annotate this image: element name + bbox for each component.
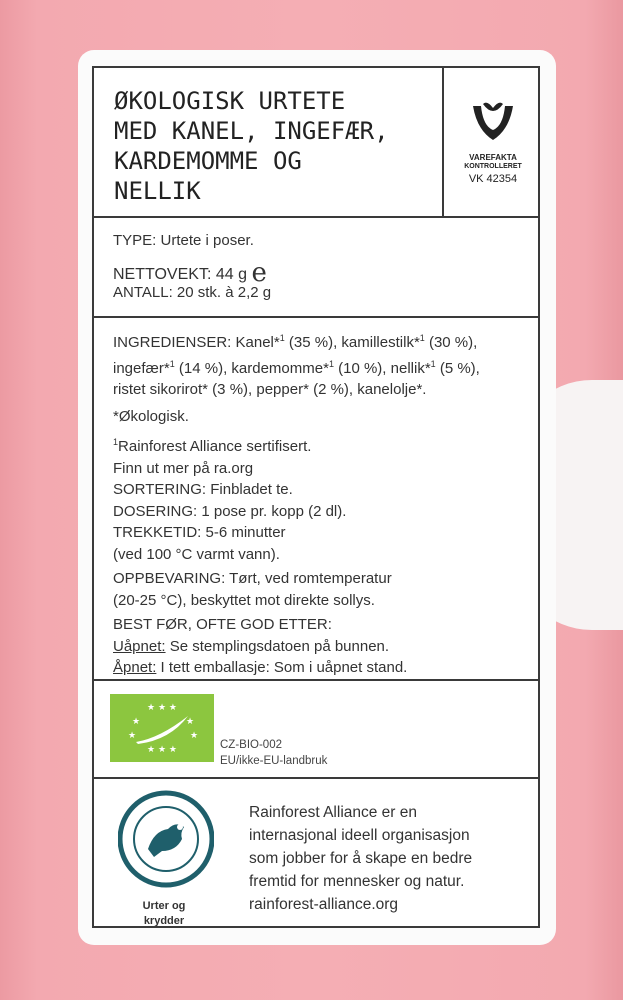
best-before: BEST FØR, OFTE GOD ETTER: — [113, 616, 332, 633]
varefakta-icon — [467, 100, 519, 148]
rainforest-description — [249, 801, 472, 916]
antall-line: ANTALL: 20 stk. à 2,2 g — [113, 284, 272, 301]
product-title: ØKOLOGISK URTETE MED KANEL, INGEFÆR, KARDEMOMME OG NELLIK — [114, 87, 389, 205]
svg-text:★: ★ — [132, 717, 141, 727]
ingredients-row — [94, 318, 538, 681]
varefakta-label: VAREFAKTA — [469, 153, 517, 162]
rainforest-seal-icon — [118, 787, 214, 897]
svg-text:★: ★ — [186, 717, 195, 727]
eu-code: CZ-BIO-002 — [220, 739, 282, 751]
trekketid-1: TREKKETID: 5-6 minutter — [113, 524, 286, 541]
netto-line — [113, 256, 267, 286]
eu-organic-row — [94, 681, 538, 779]
oppbevaring-2: (20-25 °C), beskyttet mot direkte sollys. — [113, 591, 375, 609]
ra-text-line-4: fremtid for mennesker og natur. — [249, 873, 465, 890]
ra-certified: $^1$Rainforest Alliance sertifisert. — [113, 437, 312, 455]
oppbevaring-1: OPPBEVARING: Tørt, ved romtemperatur — [113, 570, 392, 587]
eu-origin: EU/ikke-EU-landbruk — [220, 755, 328, 767]
label-box — [92, 66, 540, 928]
varefakta-controlled: KONTROLLERET — [464, 163, 522, 170]
header-row — [94, 68, 538, 218]
rainforest-badge-sub: Urter og krydder — [142, 900, 186, 927]
svg-text:★ ★ ★: ★ ★ ★ — [147, 745, 177, 755]
uapnet-line: Uåpnet: Se stemplingsdatoen på bunnen. — [113, 637, 390, 655]
dosering: DOSERING: 1 pose pr. kopp (2 dl). — [113, 502, 347, 520]
ra-text-line-1: Rainforest Alliance er en — [249, 804, 418, 821]
varefakta-badge — [442, 68, 542, 216]
svg-text:★: ★ — [190, 731, 199, 741]
rainforest-row — [94, 779, 538, 926]
ra-link: Finn ut mer på ra.org — [113, 459, 254, 477]
varefakta-code: VK 42354 — [468, 173, 518, 185]
eu-organic-text — [220, 737, 327, 769]
svg-text:★: ★ — [128, 731, 137, 741]
trekketid-2: (ved 100 °C varmt vann). — [113, 545, 280, 563]
eu-organic-logo-icon — [110, 694, 214, 762]
type-line: TYPE: Urtete i poser. — [113, 232, 254, 249]
organic-note: *Økologisk. — [113, 407, 189, 425]
ingredients-line-3: ristet sikorirot* (3 %), pepper* (2 %), kanelolje*. — [113, 381, 427, 398]
ra-text-line-5: rainforest-alliance.org — [249, 896, 399, 913]
apnet-line: Åpnet: I tett emballasje: Som i uåpnet stand. — [113, 659, 408, 676]
sortering: SORTERING: Finbladet te. — [113, 481, 293, 498]
ingredients-block — [113, 328, 528, 679]
e-mark: e — [251, 258, 267, 288]
info-row — [94, 218, 538, 318]
netto-text: NETTOVEKT: 44 g — [113, 266, 247, 283]
ra-text-line-2: internasjonal ideell organisasjon — [249, 827, 470, 844]
ingredients-line-2: ingefær*$^1$ (14 %), kardemomme*$^1$ (10 %), nellik*$^1$ (5 %), — [113, 358, 480, 377]
ra-text-line-3: som jobber for å skape en bedre — [249, 850, 473, 867]
svg-text:★ ★ ★: ★ ★ ★ — [147, 703, 177, 713]
ingredients-line-1: INGREDIENSER: Kanel*$^1$ (35 %), kamillestilk*$^1$ (30 %), — [113, 333, 478, 351]
